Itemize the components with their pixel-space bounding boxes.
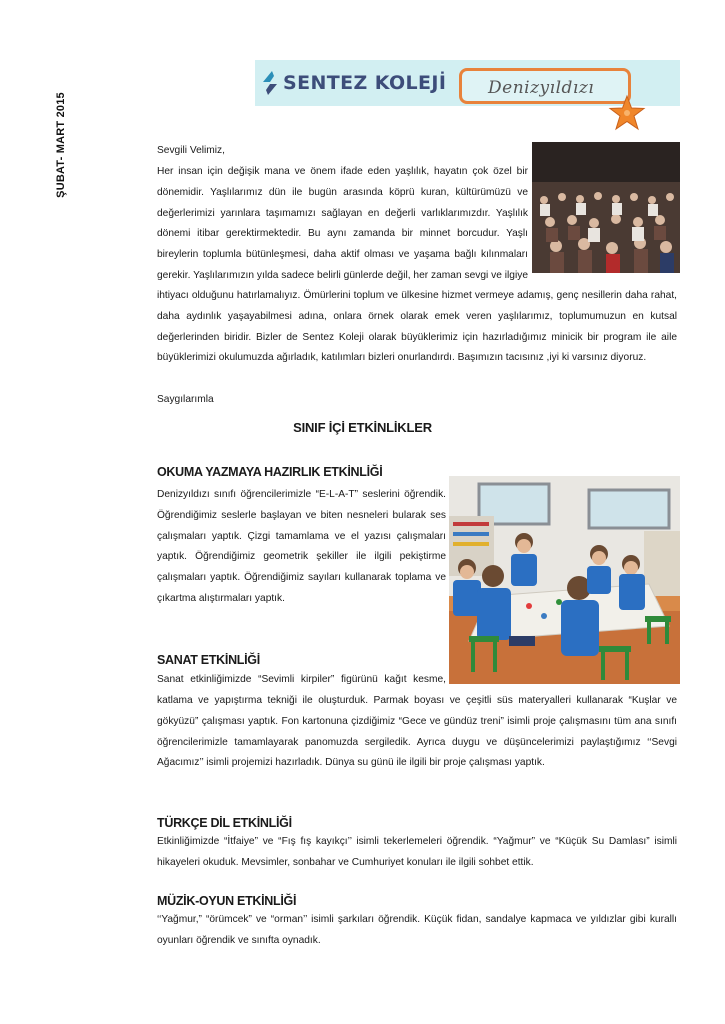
section-title: SINIF İÇİ ETKİNLİKLER bbox=[293, 420, 432, 435]
class-name: Denizyıldızı bbox=[488, 78, 595, 98]
starfish-icon bbox=[607, 94, 647, 132]
activity-title-art: SANAT ETKİNLİĞİ bbox=[157, 653, 260, 667]
classroom-photo bbox=[449, 476, 680, 684]
activity-text-reading: Denizyıldızı sınıfı öğrencilerimizle “E-L-A-T” seslerini öğrendik. Öğrendiğimiz seslerle başlayan ve biten nesneleri bularak ses çalışmaları yaptık. Çizgi tamamlama ve el yazısı çalışmaları yaptık. Öğrendiğimiz geometrik şekiller ile ilgili pekiştirme çalışmaları yaptık. Öğrendiğimiz sayıları kullanarak toplama ve çıkartma alıştırmaları yaptık. bbox=[157, 489, 446, 604]
audience-photo bbox=[532, 142, 680, 273]
letter-closing: Saygılarımla bbox=[157, 394, 214, 405]
letter-salutation: Sevgili Velimiz, bbox=[157, 145, 225, 156]
activity-title-turkish: TÜRKÇE DİL ETKİNLİĞİ bbox=[157, 816, 292, 830]
class-name-tag bbox=[459, 68, 631, 104]
sentez-logo-mark bbox=[261, 70, 279, 96]
newsletter-banner bbox=[255, 60, 680, 106]
issue-date-label: ŞUBAT- MART 2015 bbox=[55, 92, 67, 198]
activity-title-reading: OKUMA YAZMAYA HAZIRLIK ETKİNLİĞİ bbox=[157, 465, 383, 479]
activity-text-turkish: Etkinliğimizde “İtfaiye” ve “Fış fış kayıkçı’’ isimli tekerlemeleri öğrendik. “Yağmur” ve “Küçük Su Damlası” isimli hikayeleri okuduk. Mevsimler, sonbahar ve Cumhuriyet konuları ile ilgili sohbet ettik. bbox=[157, 836, 677, 868]
school-logo bbox=[261, 70, 446, 96]
activity-title-music: MÜZİK-OYUN ETKİNLİĞİ bbox=[157, 894, 297, 908]
activity-text-music: ‘‘Yağmur,” “örümcek” ve “orman’’ isimli şarkıları öğrendik. Küçük fidan, sandalye kapmaca ve yıldızlar gibi kurallı oyunları öğrendik ve sınıfta oynadık. bbox=[157, 914, 677, 946]
school-name: SENTEZ KOLEJİ bbox=[283, 72, 447, 94]
